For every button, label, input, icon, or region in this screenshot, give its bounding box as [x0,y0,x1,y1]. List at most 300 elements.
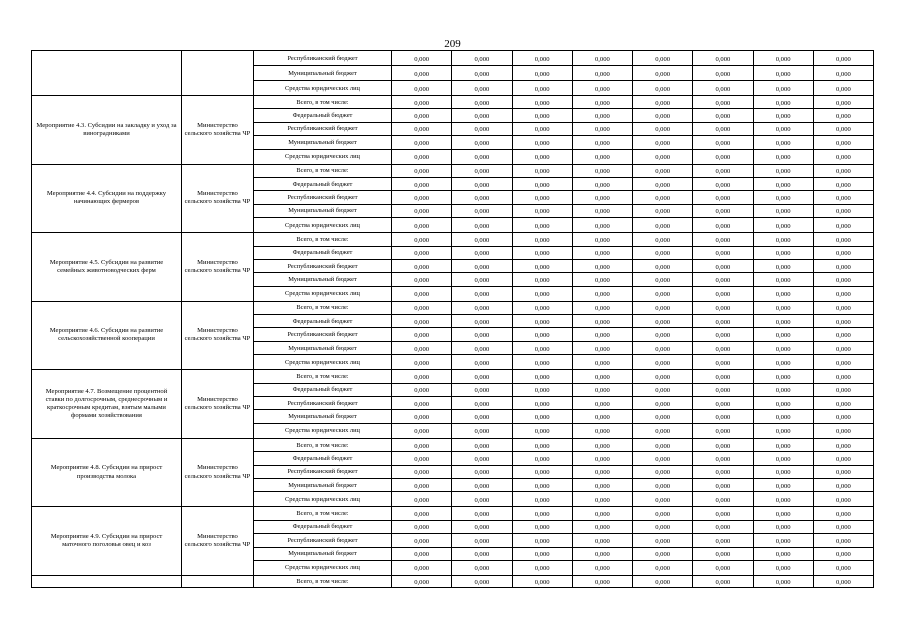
value-cell: 0,000 [572,164,632,177]
value-cell: 0,000 [693,301,753,314]
value-cell: 0,000 [693,109,753,122]
value-cell: 0,000 [693,560,753,575]
value-cell: 0,000 [633,438,693,451]
value-cell: 0,000 [572,191,632,204]
value-cell: 0,000 [813,204,873,217]
value-cell: 0,000 [572,355,632,370]
value-cell: 0,000 [753,66,813,81]
value-cell: 0,000 [512,397,572,410]
value-cell: 0,000 [693,122,753,135]
value-cell: 0,000 [633,66,693,81]
value-cell: 0,000 [633,301,693,314]
value-cell: 0,000 [753,204,813,217]
value-cell: 0,000 [392,233,452,246]
funding-source-cell: Средства юридических лиц [254,355,392,370]
funding-source-cell: Средства юридических лиц [254,560,392,575]
executor-cell [182,51,254,96]
value-cell: 0,000 [452,164,512,177]
value-cell: 0,000 [753,465,813,478]
value-cell: 0,000 [633,204,693,217]
value-cell: 0,000 [813,315,873,328]
value-cell: 0,000 [572,492,632,507]
value-cell: 0,000 [452,328,512,341]
value-cell: 0,000 [452,507,512,520]
value-cell: 0,000 [813,301,873,314]
value-cell: 0,000 [512,383,572,396]
value-cell: 0,000 [392,410,452,423]
value-cell: 0,000 [633,355,693,370]
value-cell: 0,000 [693,341,753,354]
executor-cell: Министерство сельского хозяйства ЧР [182,164,254,233]
value-cell: 0,000 [753,397,813,410]
value-cell: 0,000 [572,410,632,423]
value-cell: 0,000 [512,233,572,246]
value-cell: 0,000 [572,218,632,233]
value-cell: 0,000 [572,452,632,465]
value-cell: 0,000 [452,465,512,478]
value-cell: 0,000 [452,301,512,314]
executor-cell: Министерство сельского хозяйства ЧР [182,233,254,302]
value-cell: 0,000 [753,164,813,177]
value-cell: 0,000 [753,81,813,96]
value-cell: 0,000 [813,149,873,164]
value-cell: 0,000 [813,492,873,507]
measure-cell [32,51,182,96]
value-cell: 0,000 [392,492,452,507]
value-cell: 0,000 [392,218,452,233]
value-cell: 0,000 [693,355,753,370]
funding-source-cell: Всего, в том числе: [254,164,392,177]
value-cell: 0,000 [392,355,452,370]
value-cell: 0,000 [572,465,632,478]
value-cell: 0,000 [512,286,572,301]
value-cell: 0,000 [572,136,632,149]
value-cell: 0,000 [392,204,452,217]
value-cell: 0,000 [813,233,873,246]
value-cell: 0,000 [452,96,512,109]
value-cell: 0,000 [512,301,572,314]
measure-cell: Мероприятие 4.3. Субсидии на закладку и уход за виноградниками [32,96,182,165]
value-cell: 0,000 [512,66,572,81]
value-cell: 0,000 [452,438,512,451]
value-cell: 0,000 [693,315,753,328]
funding-source-cell: Муниципальный бюджет [254,547,392,560]
value-cell: 0,000 [572,383,632,396]
value-cell: 0,000 [452,397,512,410]
value-cell: 0,000 [813,410,873,423]
value-cell: 0,000 [572,397,632,410]
value-cell: 0,000 [813,66,873,81]
value-cell: 0,000 [813,534,873,547]
value-cell: 0,000 [392,383,452,396]
value-cell: 0,000 [512,478,572,491]
value-cell: 0,000 [572,507,632,520]
funding-source-cell: Республиканский бюджет [254,465,392,478]
value-cell: 0,000 [813,438,873,451]
value-cell: 0,000 [512,51,572,66]
value-cell: 0,000 [512,191,572,204]
value-cell: 0,000 [452,204,512,217]
value-cell: 0,000 [572,66,632,81]
value-cell: 0,000 [633,191,693,204]
value-cell: 0,000 [813,122,873,135]
funding-source-cell: Муниципальный бюджет [254,478,392,491]
value-cell: 0,000 [753,191,813,204]
value-cell: 0,000 [572,286,632,301]
value-cell: 0,000 [693,177,753,190]
value-cell: 0,000 [753,246,813,259]
value-cell: 0,000 [392,66,452,81]
value-cell: 0,000 [693,246,753,259]
table-row [32,51,874,66]
value-cell: 0,000 [392,478,452,491]
value-cell: 0,000 [633,51,693,66]
funding-source-cell: Всего, в том числе: [254,233,392,246]
value-cell: 0,000 [452,136,512,149]
value-cell: 0,000 [753,478,813,491]
executor-cell [182,575,254,587]
funding-source-cell: Муниципальный бюджет [254,341,392,354]
value-cell: 0,000 [753,286,813,301]
value-cell: 0,000 [512,136,572,149]
value-cell: 0,000 [693,575,753,587]
value-cell: 0,000 [392,96,452,109]
value-cell: 0,000 [753,328,813,341]
value-cell: 0,000 [753,423,813,438]
value-cell: 0,000 [392,507,452,520]
value-cell: 0,000 [392,149,452,164]
value-cell: 0,000 [512,218,572,233]
funding-source-cell: Всего, в том числе: [254,507,392,520]
value-cell: 0,000 [813,423,873,438]
funding-source-cell: Средства юридических лиц [254,149,392,164]
value-cell: 0,000 [512,259,572,272]
value-cell: 0,000 [813,341,873,354]
value-cell: 0,000 [572,370,632,383]
funding-source-cell: Республиканский бюджет [254,191,392,204]
executor-cell: Министерство сельского хозяйства ЧР [182,301,254,370]
value-cell: 0,000 [753,520,813,533]
value-cell: 0,000 [633,478,693,491]
funding-source-cell: Федеральный бюджет [254,452,392,465]
value-cell: 0,000 [813,370,873,383]
value-cell: 0,000 [452,81,512,96]
budget-table [31,50,874,588]
value-cell: 0,000 [512,246,572,259]
value-cell: 0,000 [512,507,572,520]
value-cell: 0,000 [633,520,693,533]
value-cell: 0,000 [753,410,813,423]
value-cell: 0,000 [572,520,632,533]
value-cell: 0,000 [813,575,873,587]
value-cell: 0,000 [452,383,512,396]
value-cell: 0,000 [693,438,753,451]
value-cell: 0,000 [753,149,813,164]
value-cell: 0,000 [753,51,813,66]
value-cell: 0,000 [753,492,813,507]
value-cell: 0,000 [813,465,873,478]
value-cell: 0,000 [633,397,693,410]
value-cell: 0,000 [693,370,753,383]
value-cell: 0,000 [813,397,873,410]
value-cell: 0,000 [452,534,512,547]
value-cell: 0,000 [572,341,632,354]
value-cell: 0,000 [392,465,452,478]
value-cell: 0,000 [452,122,512,135]
value-cell: 0,000 [392,259,452,272]
value-cell: 0,000 [452,286,512,301]
value-cell: 0,000 [452,520,512,533]
value-cell: 0,000 [512,423,572,438]
value-cell: 0,000 [813,96,873,109]
value-cell: 0,000 [813,177,873,190]
value-cell: 0,000 [572,96,632,109]
value-cell: 0,000 [572,478,632,491]
value-cell: 0,000 [633,383,693,396]
value-cell: 0,000 [452,410,512,423]
value-cell: 0,000 [813,164,873,177]
value-cell: 0,000 [693,397,753,410]
value-cell: 0,000 [693,478,753,491]
funding-source-cell: Средства юридических лиц [254,492,392,507]
value-cell: 0,000 [693,204,753,217]
value-cell: 0,000 [753,136,813,149]
value-cell: 0,000 [633,122,693,135]
value-cell: 0,000 [633,452,693,465]
value-cell: 0,000 [633,465,693,478]
value-cell: 0,000 [753,438,813,451]
value-cell: 0,000 [633,259,693,272]
value-cell: 0,000 [572,575,632,587]
executor-cell: Министерство сельского хозяйства ЧР [182,438,254,507]
value-cell: 0,000 [693,273,753,286]
funding-source-cell: Федеральный бюджет [254,520,392,533]
value-cell: 0,000 [512,492,572,507]
value-cell: 0,000 [813,547,873,560]
value-cell: 0,000 [392,438,452,451]
value-cell: 0,000 [813,286,873,301]
value-cell: 0,000 [512,122,572,135]
measure-cell: Мероприятие 4.4. Субсидии на поддержку начинающих фермеров [32,164,182,233]
table-row [32,301,874,314]
value-cell: 0,000 [753,383,813,396]
value-cell: 0,000 [753,507,813,520]
value-cell: 0,000 [633,534,693,547]
value-cell: 0,000 [753,341,813,354]
value-cell: 0,000 [392,341,452,354]
value-cell: 0,000 [452,273,512,286]
value-cell: 0,000 [753,355,813,370]
funding-source-cell: Республиканский бюджет [254,534,392,547]
value-cell: 0,000 [572,51,632,66]
value-cell: 0,000 [512,355,572,370]
value-cell: 0,000 [813,383,873,396]
value-cell: 0,000 [753,315,813,328]
value-cell: 0,000 [452,355,512,370]
funding-source-cell: Республиканский бюджет [254,397,392,410]
value-cell: 0,000 [572,122,632,135]
value-cell: 0,000 [693,51,753,66]
value-cell: 0,000 [512,341,572,354]
value-cell: 0,000 [392,109,452,122]
value-cell: 0,000 [633,273,693,286]
value-cell: 0,000 [753,534,813,547]
value-cell: 0,000 [512,96,572,109]
value-cell: 0,000 [572,534,632,547]
value-cell: 0,000 [512,81,572,96]
funding-source-cell: Федеральный бюджет [254,315,392,328]
value-cell: 0,000 [813,452,873,465]
value-cell: 0,000 [512,452,572,465]
value-cell: 0,000 [753,560,813,575]
value-cell: 0,000 [753,301,813,314]
funding-source-cell: Средства юридических лиц [254,81,392,96]
value-cell: 0,000 [392,164,452,177]
value-cell: 0,000 [813,478,873,491]
value-cell: 0,000 [452,423,512,438]
funding-source-cell: Средства юридических лиц [254,286,392,301]
funding-source-cell: Всего, в том числе: [254,575,392,587]
value-cell: 0,000 [572,328,632,341]
value-cell: 0,000 [452,370,512,383]
value-cell: 0,000 [753,273,813,286]
funding-source-cell: Муниципальный бюджет [254,273,392,286]
value-cell: 0,000 [392,301,452,314]
value-cell: 0,000 [452,547,512,560]
value-cell: 0,000 [633,560,693,575]
value-cell: 0,000 [813,191,873,204]
funding-source-cell: Муниципальный бюджет [254,204,392,217]
value-cell: 0,000 [512,575,572,587]
value-cell: 0,000 [392,534,452,547]
funding-source-cell: Муниципальный бюджет [254,136,392,149]
value-cell: 0,000 [693,164,753,177]
value-cell: 0,000 [512,149,572,164]
value-cell: 0,000 [693,547,753,560]
value-cell: 0,000 [693,66,753,81]
value-cell: 0,000 [693,452,753,465]
funding-source-cell: Республиканский бюджет [254,259,392,272]
value-cell: 0,000 [452,478,512,491]
value-cell: 0,000 [512,204,572,217]
value-cell: 0,000 [512,547,572,560]
value-cell: 0,000 [813,273,873,286]
value-cell: 0,000 [572,259,632,272]
value-cell: 0,000 [512,560,572,575]
value-cell: 0,000 [452,452,512,465]
measure-cell: Мероприятие 4.9. Субсидии на прирост маточного поголовья овец и коз [32,507,182,576]
value-cell: 0,000 [452,341,512,354]
value-cell: 0,000 [572,560,632,575]
funding-source-cell: Республиканский бюджет [254,122,392,135]
executor-cell: Министерство сельского хозяйства ЧР [182,370,254,439]
value-cell: 0,000 [392,560,452,575]
value-cell: 0,000 [512,273,572,286]
value-cell: 0,000 [572,246,632,259]
funding-source-cell: Всего, в том числе: [254,96,392,109]
measure-cell: Мероприятие 4.6. Субсидии на развитие сельскохозяйственной кооперации [32,301,182,370]
measure-cell: Мероприятие 4.8. Субсидии на прирост производства молока [32,438,182,507]
value-cell: 0,000 [572,204,632,217]
value-cell: 0,000 [392,397,452,410]
value-cell: 0,000 [633,109,693,122]
table-row [32,507,874,520]
value-cell: 0,000 [813,81,873,96]
value-cell: 0,000 [753,259,813,272]
value-cell: 0,000 [693,383,753,396]
value-cell: 0,000 [813,560,873,575]
value-cell: 0,000 [572,315,632,328]
value-cell: 0,000 [693,259,753,272]
value-cell: 0,000 [633,177,693,190]
value-cell: 0,000 [693,96,753,109]
value-cell: 0,000 [392,370,452,383]
value-cell: 0,000 [693,423,753,438]
value-cell: 0,000 [813,246,873,259]
value-cell: 0,000 [633,575,693,587]
value-cell: 0,000 [452,177,512,190]
funding-source-cell: Всего, в том числе: [254,438,392,451]
value-cell: 0,000 [633,136,693,149]
value-cell: 0,000 [392,452,452,465]
value-cell: 0,000 [753,370,813,383]
value-cell: 0,000 [452,191,512,204]
value-cell: 0,000 [392,51,452,66]
funding-source-cell: Средства юридических лиц [254,423,392,438]
value-cell: 0,000 [572,177,632,190]
value-cell: 0,000 [693,410,753,423]
value-cell: 0,000 [572,438,632,451]
value-cell: 0,000 [633,492,693,507]
funding-source-cell: Муниципальный бюджет [254,66,392,81]
value-cell: 0,000 [633,370,693,383]
value-cell: 0,000 [512,438,572,451]
value-cell: 0,000 [633,164,693,177]
value-cell: 0,000 [813,520,873,533]
funding-source-cell: Всего, в том числе: [254,301,392,314]
value-cell: 0,000 [693,149,753,164]
executor-cell: Министерство сельского хозяйства ЧР [182,507,254,576]
table-row [32,575,874,587]
value-cell: 0,000 [813,218,873,233]
value-cell: 0,000 [693,465,753,478]
value-cell: 0,000 [452,492,512,507]
value-cell: 0,000 [753,122,813,135]
value-cell: 0,000 [693,328,753,341]
value-cell: 0,000 [572,301,632,314]
value-cell: 0,000 [392,286,452,301]
value-cell: 0,000 [512,177,572,190]
value-cell: 0,000 [633,218,693,233]
value-cell: 0,000 [693,286,753,301]
value-cell: 0,000 [633,507,693,520]
value-cell: 0,000 [693,507,753,520]
value-cell: 0,000 [512,315,572,328]
value-cell: 0,000 [693,136,753,149]
value-cell: 0,000 [392,177,452,190]
table-row [32,370,874,383]
value-cell: 0,000 [392,547,452,560]
funding-source-cell: Республиканский бюджет [254,51,392,66]
value-cell: 0,000 [693,81,753,96]
value-cell: 0,000 [633,341,693,354]
value-cell: 0,000 [633,423,693,438]
value-cell: 0,000 [452,233,512,246]
value-cell: 0,000 [392,246,452,259]
value-cell: 0,000 [452,149,512,164]
value-cell: 0,000 [753,96,813,109]
value-cell: 0,000 [693,492,753,507]
